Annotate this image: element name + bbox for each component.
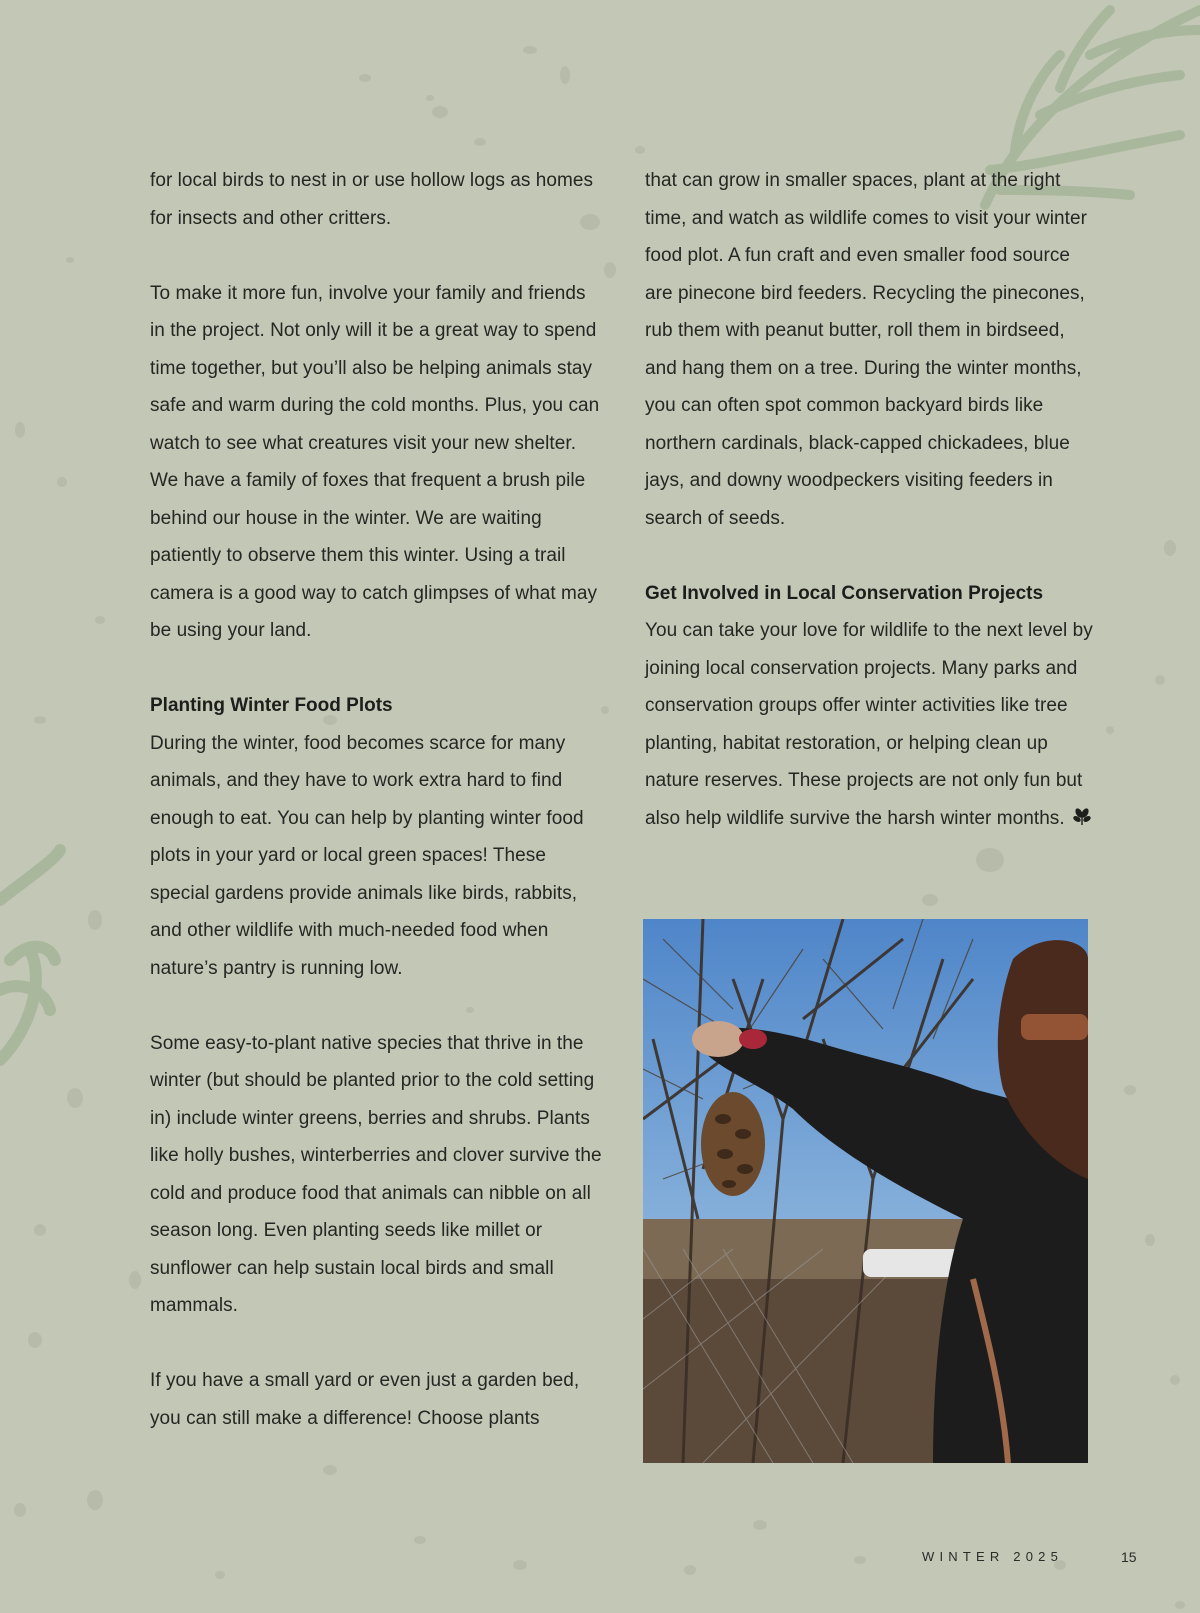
paragraph: To make it more fun, involve your family and friends in the project. Not only will it be a great way to spend time together, but you’ll also be helping animals stay safe and warm during the cold months. Plus, you can watch to see what creatures visit your new shelter. We have a family of foxes that frequent a brush pile behind our house in the winter. We are waiting patiently to observe them this winter. Using a trail camera is a good way to catch glimpses of what may be using your land. (150, 282, 600, 641)
photo-pinecone-feeder (643, 919, 1088, 1463)
paragraph: that can grow in smaller spaces, plant at the right time, and watch as wildlife comes to visit your winter food plot. A fun craft and even smaller food source are pinecone bird feeders. Recycling the pinecones, rub them with peanut butter, roll them in birdseed, and hang them on a tree. During the winter months, you can often spot common backyard birds like northern cardinals, black-capped chickadees, blue jays, and downy woodpeckers visiting feeders in search of seeds. (645, 170, 1087, 529)
section-heading-conservation: Get Involved in Local Conservation Projects (645, 582, 1044, 604)
section-heading-food-plots: Planting Winter Food Plots (150, 695, 393, 716)
leaf-sprig-icon (1073, 802, 1091, 840)
paragraph-with-end-mark (645, 612, 1100, 839)
paragraph: During the winter, food becomes scarce for many animals, and they have to work extra hard to find enough to eat. You can help by planting winter food plots in your yard or local green spaces! These special gardens provide animals like birds, rabbits, and other wildlife with much-needed food when nature’s pantry is running low. (150, 732, 584, 979)
vine-decor (0, 850, 60, 1060)
photo-person-hanging-pinecone-feeder-icon (643, 919, 1088, 1463)
page-number: 15 (1121, 1549, 1137, 1565)
paragraph-text: You can take your love for wildlife to the next level by joining local conservation projects. Many parks and conservation groups offer winter activities like tree planting, habitat restoration, or helping clean up nature reserves. These projects are not only fun but also help wildlife survive the harsh winter months. (645, 620, 1093, 829)
paragraph: for local birds to nest in or use hollow logs as homes for insects and other critters. (150, 170, 594, 229)
paragraph: Some easy-to-plant native species that thrive in the winter (but should be planted prior to the cold setting in) include winter greens, berries and shrubs. Plants like holly bushes, winterberries and clover survive the cold and produce food that animals can nibble on all season long. Even planting seeds like millet or sunflower can help sustain local birds and small mammals. (150, 1032, 602, 1316)
right-column (645, 162, 1100, 839)
paragraph: If you have a small yard or even just a garden bed, you can still make a difference! Choose plants (150, 1370, 580, 1429)
left-column (150, 162, 605, 1437)
issue-label: WINTER 2025 (922, 1549, 1064, 1564)
